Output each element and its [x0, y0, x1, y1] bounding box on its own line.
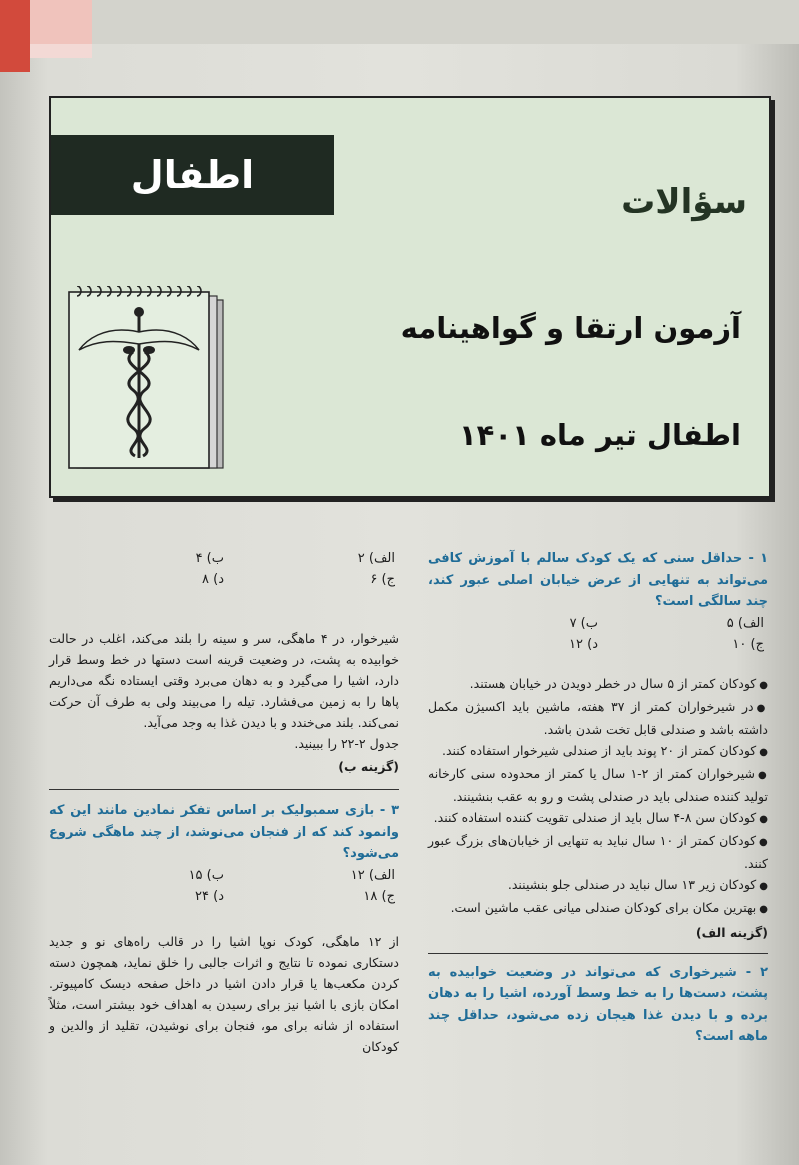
option: د) ۱۲ — [569, 636, 598, 652]
explanation-bullet: ● کودکان کمتر از ۱۰ سال نباید به تنهایی از خیابان‌های بزرگ عبور کنند. — [428, 830, 768, 874]
caduceus-notebook-icon — [63, 286, 233, 571]
explanation-bullet: ● کودکان سن ۸-۴ سال باید از صندلی تقویت کننده استفاده کنند. — [428, 807, 768, 830]
option: د) ۲۴ — [195, 888, 224, 904]
option: ب) ۱۵ — [188, 867, 224, 883]
question-2: ۲ - شیرخواری که می‌تواند در وضعیت خوابیده به پشت، دست‌ها را به خط وسط آورده، اشیا را به دهان برده و با دیدن غذا هیجان زده می‌شود، حداقل چند ماهه است؟ — [428, 964, 768, 1044]
explanation-bullet: ● شیرخواران کمتر از ۲-۱ سال یا کمتر از محدوده سنی کارخانه تولید کننده صندلی باید در صندلی پشت و رو به عقب بنشینند. — [428, 763, 768, 807]
question-3: ۳ - بازی سمبولیک بر اساس تفکر نمادین مانند این که وانمود کند که از فنجان می‌نوشد، از چند ماهگی شروع می‌شود؟ — [49, 803, 399, 861]
divider — [428, 953, 768, 954]
chapter-header — [49, 96, 771, 498]
answer-2: (گزینه ب) — [338, 759, 399, 774]
explanation-3: از ۱۲ ماهگی، کودک نوپا اشیا را در قالب راه‌های نو و جدید دستکاری نموده تا نتایج و اثرات جالبی را خلق نماید، همچون دسته کردن مکعب‌ها یا قرار دادن اشیا در داخل صفحه دیسک کامپیوتر. امکان بازی با اشیا نیز برای رسیدن به اهداف خود بیشتر است، مثلاً استفاده از شانه برای مو، فنجان برای نوشیدن، تقلید از والدین و کودکان — [49, 933, 399, 1054]
previous-page-edge — [0, 0, 799, 44]
option: الف) ۵ — [726, 615, 764, 631]
header-band-light — [30, 44, 92, 58]
exam-subtitle: اطفال تیر ماه ۱۴۰۱ — [458, 418, 741, 452]
left-column — [49, 548, 399, 1057]
table-reference: جدول ۲-۲۲ را ببینید. — [294, 736, 399, 751]
question-1-options — [432, 613, 764, 655]
option: ج) ۶ — [370, 572, 395, 587]
question-1: ۱ - حداقل سنی که یک کودک سالم با آموزش کافی می‌تواند به تنهایی از عرض خیابان اصلی عبور کند، چند سالگی است؟ — [428, 551, 768, 609]
divider — [49, 789, 399, 790]
option: ب) ۴ — [195, 551, 224, 566]
header-band — [30, 0, 92, 44]
option: ب) ۷ — [569, 615, 598, 631]
explanation-bullet: ● کودکان کمتر از ۲۰ پوند باید از صندلی شیرخوار استفاده کنند. — [428, 740, 768, 763]
question-3-options — [53, 865, 395, 907]
explanation-bullet: ● کودکان کمتر از ۵ سال در خطر دویدن در خیابان هستند. — [428, 673, 768, 696]
option: الف) ۱۲ — [350, 867, 395, 883]
answer-1: (گزینه الف) — [695, 924, 768, 940]
questions-heading: سؤالات — [621, 182, 747, 222]
explanation-bullet: ● بهترین مکان برای کودکان صندلی میانی عقب ماشین است. — [428, 897, 768, 920]
option: ج) ۱۸ — [363, 888, 395, 904]
option: الف) ۲ — [357, 551, 395, 566]
chapter-tab — [0, 0, 30, 72]
question-2-options — [53, 548, 395, 590]
option: د) ۸ — [202, 572, 224, 587]
explanation-bullet: ● در شیرخواران کمتر از ۳۷ هفته، ماشین باید اکسیژن مکمل داشته باشد و صندلی قابل تخت شدن باشد. — [428, 696, 768, 740]
option: ج) ۱۰ — [732, 636, 764, 652]
explanation-2: شیرخوار، در ۴ ماهگی، سر و سینه را بلند می‌کند، اغلب در حالت خوابیده به پشت، در وضعیت قرینه است دستها در خط وسط قرار دارد، اشیا را می‌گیرد و به دهان می‌برد وقتی ایستاده نگه می‌داریم پاها را به زمین می‌فشارد. تیله را می‌بیند ولی به طرف آن حرکت نمی‌کند. بلند می‌خندد و با دیدن غذا به وجد می‌آید. — [49, 631, 399, 730]
right-column — [428, 548, 768, 1048]
explanation-bullet: ● کودکان زیر ۱۳ سال نباید در صندلی جلو بنشینند. — [428, 874, 768, 897]
exam-title: آزمون ارتقا و گواهینامه — [400, 311, 741, 345]
subject-title: اطفال — [51, 135, 334, 215]
